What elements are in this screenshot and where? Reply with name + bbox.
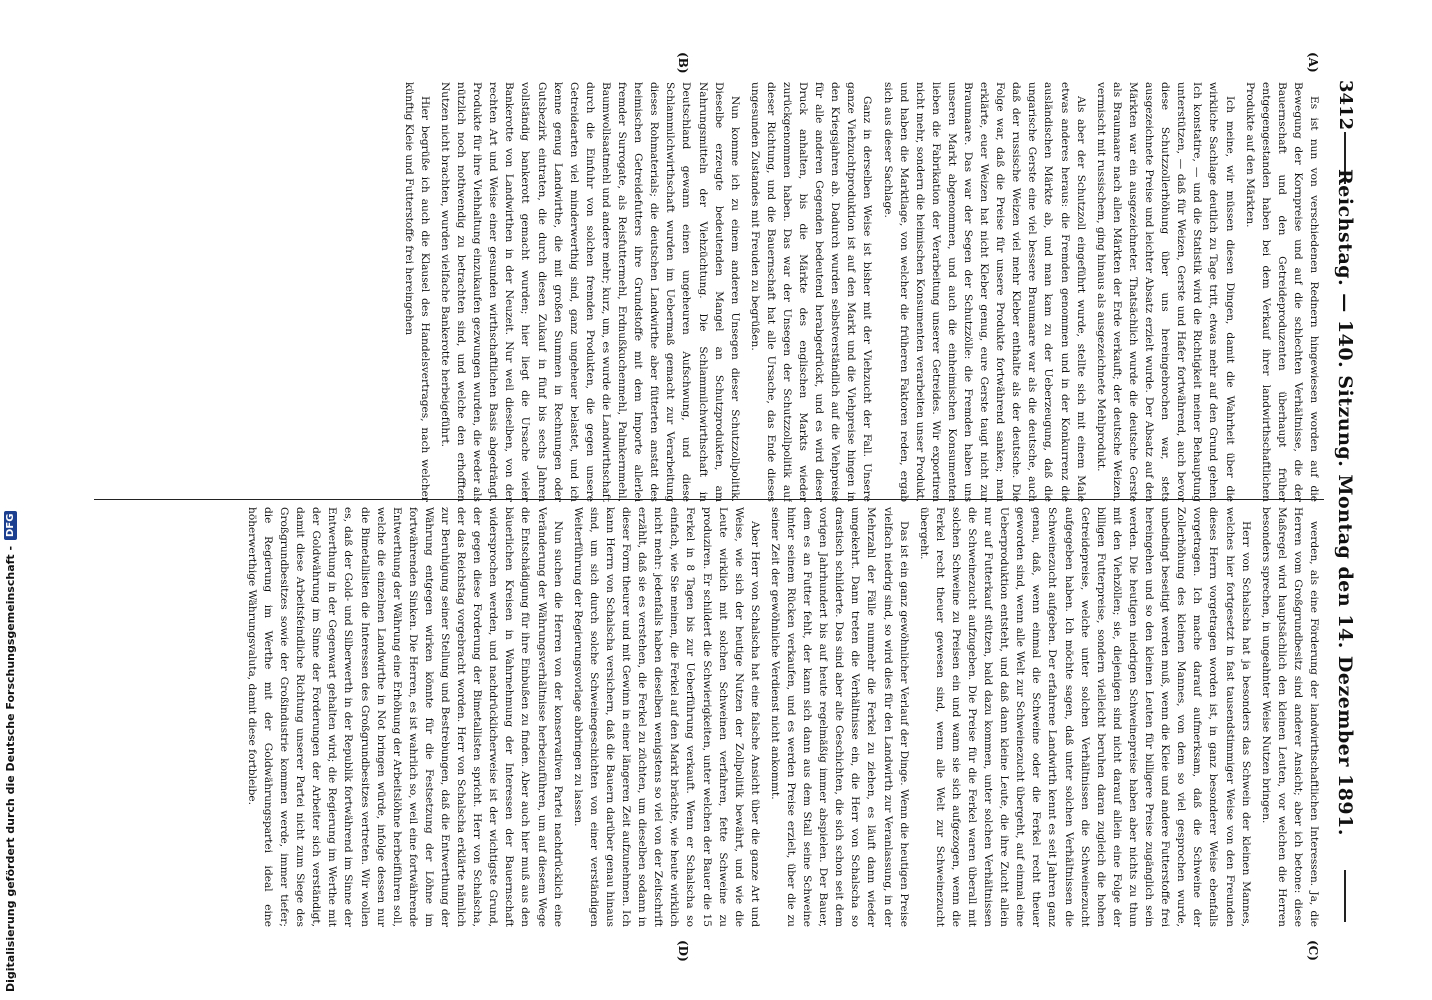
paragraph: Nun komme ich zu einem anderen Unsegen dieser Schutzzollpolitik. Dieselbe erzeugte bedeutenden Mangel an Schutzprodukten, am Nahrungsmitteln der Viehzüchtung. Die Schlammilchwirthschaft in Deutschland gewann einen ungeheuren Aufschwung, und diese Schlammilchwirthschaft wurden im Uebermaß gemacht zur Verarbeitung dieses Rohmaterials; die deutschen Landwirthe aber fütterten anstatt des heimischen Getreidefutters ihre Grundstoffe mit dem Importe allerlei fremder Surrogate, als Reisfuttermehl, Erdnußkuchenmehl, Palmkernmehl, Baumwollsaatmehl und andere mehr; kurz, um, es wurde die Landwirthschaft durch die Einfuhr von solchen fremden Produkten, die gegen unsere Getreidearten viel minderwerthig sind, ganz ungeheuer belastet, und ich kenne genug Landwirthe, die mit großen Summen in Rechnungen oder Gutsbezirk eintraten, die durch diesen Zukauf in fünf bis sechs Jahren vollständig bankerott gemacht wurden; hier liegt die Ursache vieler Bankerotte von Landwirthen in der Neuzeit. Nur weil dieselben, von der rechten Art und Weise einer gesunden wirthschaftlichen Basis abgedrängt, Produkte für ihre Viehhaltung einzukaufen gezwungen wurden, die weder als nützlich noch nothwendig zu betrachten sind, und welche den erhofften Nutzen nicht brachten, wurden vielfache Bankerotte herbeigeführt. xyxy=(439,82,741,502)
paragraph: Herr von Schalscha hat ja besonders das Schwein der kleinen Mannes, welches hier fortgesetzt in fast tausendstimmiger Weise von den Freunden dieses Herrn vorgetragen worden ist, in ganz besonderer Weise ebenfalls vorgetragen. Ich mache darauf aufmerksam, daß die Schweine der Zollerhöhung des kleinen Mannes, von dem so viel gesprochen wurde, unbedingt beseitigt werden muß, wenn die Kleie und andere Futterstoffe frei hereingehen und so den kleinen Leuten für billigere Preise zugänglich sein werden. Die heutigen niedrigen Schweinepreise haben aber nichts zu thun mit den Viehzöllen; sie, diejenigen sind nicht darauf allein eine Folge der billigen Futterpreise, sondern vielleicht beruhen daran zugleich die hohen Getreidepreise, welche unter solchen Verhältnissen die Schweinezucht aufgegeben haben. Ich möchte sagen, daß unter solchen Verhältnissen die Schweinezucht aufgeben. Der erfahrene Landwirth kennt es seit Jahren ganz genau, daß, wenn einmal die Schweine oder die Ferkel recht theuer geworden sind, wenn alle Welt zur Schweinezucht übergeht, auf einmal eine Ueberproduktion entsteht, und daß dann kleine Leute, die ihre Zucht allein nur auf Futterkauf stützen, bald dazu kommen, unter solchen Verhältnissen die Schweinezucht aufzugeben. Die Preise für die Ferkel waren überall mit solchen Schweine zu Preisen ein und wann sie sich aufgezogen, wenn die Ferkel recht theuer gewesen sind, wenn alle Welt zur Schweinezucht übergeht. xyxy=(917,507,1252,927)
paragraph: Nun suchen die Herren von der konservativen Partei nachdrücklich eine Veränderung der Währungsverhältnisse herbeizuführen, um auf diesem Wege die Entschädigung für ihre Einbußen zu finden. Aber auch hier muß aus den bäuerlichen Kreisen in Wahrnehmung der Interessen der Bauernschaft widersprochen werden, und nachdrücklicherweise ist der wichtigste Grund, der gegen diese Forderung der Bimetallisten spricht. Herr von Schalscha, der das Reichstag vorgebracht worden. Herr von Schalscha erklärte nämlich zur Beruhigung seiner Stellung und Bestrebungen, daß die Entwerthung der Währung entgegen wirken könnte für die Festsetzung der Löhne im fortwährenden Sinken. Die Herren, es ist wahrlich so, weil eine fortwährende Entwerthung der Währung eine Erhöhung der Arbeitslöhne herbeiführen soll, welche die einzelnen Landwirthe in Not bringen würde, infolge dessen nur die Bimetallisten die Interessen des Großgrundbesitzes vertreten. Wir wollen es, daß der Gold- und Silberwerth in der Republik fortwährend im Sinne der Entwerthung in der Gegenwart gehalten wird; die Regierung im Werthe mit der Goldwährung im Sinne der Forderungen der Arbeiter sich verständigt, damit diese Arbeitsfeindliche Richtung unserer Partei nicht zum Siege des Großgrundbesitzes sowie der Großindustrie kommen werde, immer tiefer; die Regierung im Werthe mit der Goldwährungspartei ideal eine höherwerthige Währungsvaluta, damit diese fortbleibe. xyxy=(245,507,564,927)
paragraph: Hier begrüße ich auch die Klausel des Handelsvertrages, nach welcher künftig Kleie und Futterstoffe frei hereingehen xyxy=(402,82,431,502)
text-column-right xyxy=(97,507,1322,927)
margin-marker-a: (A) xyxy=(1306,52,1320,73)
page-number: 3412 xyxy=(1335,80,1356,131)
paragraph: Ganz in derselben Weise ist bisher mit der Viehzucht der Fall. Unsere ganze Viehzuchtproduktion ist auf den Markt und die Viehpreise hingen in den Kriegsjahren ab. Dadurch wurden selbstverständlich auf die Viehpreise für alle anderen Gegenden bedeutend herabgedrückt, und es wird dieser Druck anhalten, bis die Märkte des englischen Markts wieder zurückgenommen haben. Das war der Unsegen der Schutzzollpolitik auf dieser Richtung, und die Bauernschaft hat alle Ursache, das Ende dieses ungesunden Zustandes mit Freuden zu begrüßen. xyxy=(748,82,874,502)
text-column-left xyxy=(97,82,1322,502)
paragraph: Das ist ein ganz gewöhnlicher Verlauf der Dinge. Wenn die heutigen Preise vielfach niedrig sind, so wird dies für den Landwirth zur Veranlassung, in der Mehrzahl der Fälle nunmehr die Ferkel zu ziehen, es läuft dann wieder umgekehrt. Dann treten die Verhältnisse ein, die Herr von Schalscha so drastisch schilderte. Das sind aber alte Geschichten, die sich schon seit dem vorigen Jahrhundert bis auf heute regelmäßig immer abspielen. Der Bauer, dem es an Futter fehlt, der kann sich dann aus dem Stall seine Schweine hinter seinem Rücken verkaufen, und es werden Preise erzielt, über die zu seiner Zeit der gewöhnliche Verdienst nicht ankommt. xyxy=(768,507,910,927)
digitization-credit xyxy=(0,0,20,1000)
paragraph: werden, als eine Förderung der landwirthschaftlichen Interessen. Ja, die Herren vom Großgrundbesitz sind anderer Ansicht; aber ich betone: diese Maßregel wird hauptsächlich den kleinen Leuten, vor welchen die Herren besonders sprechen, in ungeahnter Weise Nutzen bringen. xyxy=(1259,507,1320,927)
margin-marker-c: (C) xyxy=(1306,940,1320,961)
header-rule-right xyxy=(1344,870,1346,922)
page-title: Reichstag. — 140. Sitzung. Montag den 14. Dezember 1891. xyxy=(1334,169,1356,836)
credit-text: Digitalisierung gefördert durch die Deutsche Forschungsgemeinschaft - xyxy=(3,545,17,992)
page-header xyxy=(1324,80,1362,925)
paragraph: Aber Herr von Schalscha hat eine falsche Ansicht über die ganze Art und Weise, wie sich der heutige Nutzen der Zollpolitik bewährt, und wie die Leute wirklich mit solchen Schweinen verfahren, fette Schweine zu produziren. Er schildert die Schwierigkeiten, unter welchen der Bauer die 15 Ferkel in 8 Tagen bis zur Ueberführung verkauft. Wenn er Schalscha so einfach, wie Sie meinen, die Ferkel auf den Markt brächte, wie heute wirklich nicht mehr: jedenfalls haben dieselben wenigstens so viel von der Zeitschrift erzählt, daß sie es verstehen, die Ferkel zu züchten, um dieselben sodann in dieser Form theurer und mit Gewinn in einer längeren Zeit aufzunehmen. Ich kann Herrn von Schalscha versichern, daß die Bauern darüber genau hinaus sind, um sich durch solche Schweinegeschichten von einer verständigen Weiterführung der Regierungsvorlage abbringen zu lassen. xyxy=(571,507,761,927)
paragraph: Ich meine, wir müssen diesen Dingen, damit die Wahrheit über die wirkliche Sachlage deutlich zu Tage tritt, etwas mehr auf den Grund gehen. Ich konstatire, — und die Statistik wird die Richtigkeit meiner Behauptung unterstützen, — daß für Weizen, Gerste und Hafer fortwährend, auch bevor diese Schutzzollerhöhung über uns hereingebrochen war, stets ausgezeichnete Preise und leichter Absatz erzielt wurde. Der Absatz auf den Märkten war ein ausgezeichneter. Thatsächlich wurde die deutsche Gerste als Braumaare nach allen Märkten der Erde verkauft; der deutsche Weizen, vermischt mit russischem, ging hinaus als ausgezeichnete Mehlprodukt. xyxy=(1094,82,1236,502)
dfg-logo: DFG xyxy=(4,511,17,540)
paragraph: Es ist nun von verschiedenen Rednern hingewiesen worden auf die Bewegung der Kornpreise und auf die schlechten Verhältnisse, die der Bauernschaft und den Getreideproduzenten überhaupt früher entgegengestanden haben bei dem Verkauf ihrer landwirthschaftlichen Produkte auf den Märkten. xyxy=(1243,82,1320,502)
margin-marker-b: (B) xyxy=(676,52,690,74)
column-divider xyxy=(94,499,1324,500)
paragraph: Als aber der Schutzzoll eingeführt wurde, stellte sich mit einem Male etwas anderes heraus: die Fremden genommen und in der Konkurrenz die ausländischen Märkte ab, und man kam zu der Ueberzeugung, daß die ungarische Gerste eine viel bessere Braumaare war als die deutsche, auch daß der russische Weizen viel mehr Kleber enthalte als der deutsche. Die Folge war, daß die Preise für unsere Produkte fortwährend sanken; man erklärte, euer Weizen hat nicht Kleber genug, eure Gerste taugt nicht zur Braumaare. Das war der Segen der Schutzzölle: die Fremden haben uns unseren Markt abgenommen, und auch die einheimischen Konsumenten lieben die Fabrikation der Verarbeitung unserer Getreides. Wir exportiren nicht mehr, sondern die heimischen Konsumenten verarbeiten unser Produkt, und haben die Marktlage, von welcher die früheren Faktoren reden, ergab sich aus dieser Sachlage. xyxy=(881,82,1087,502)
margin-marker-d: (D) xyxy=(676,940,690,962)
